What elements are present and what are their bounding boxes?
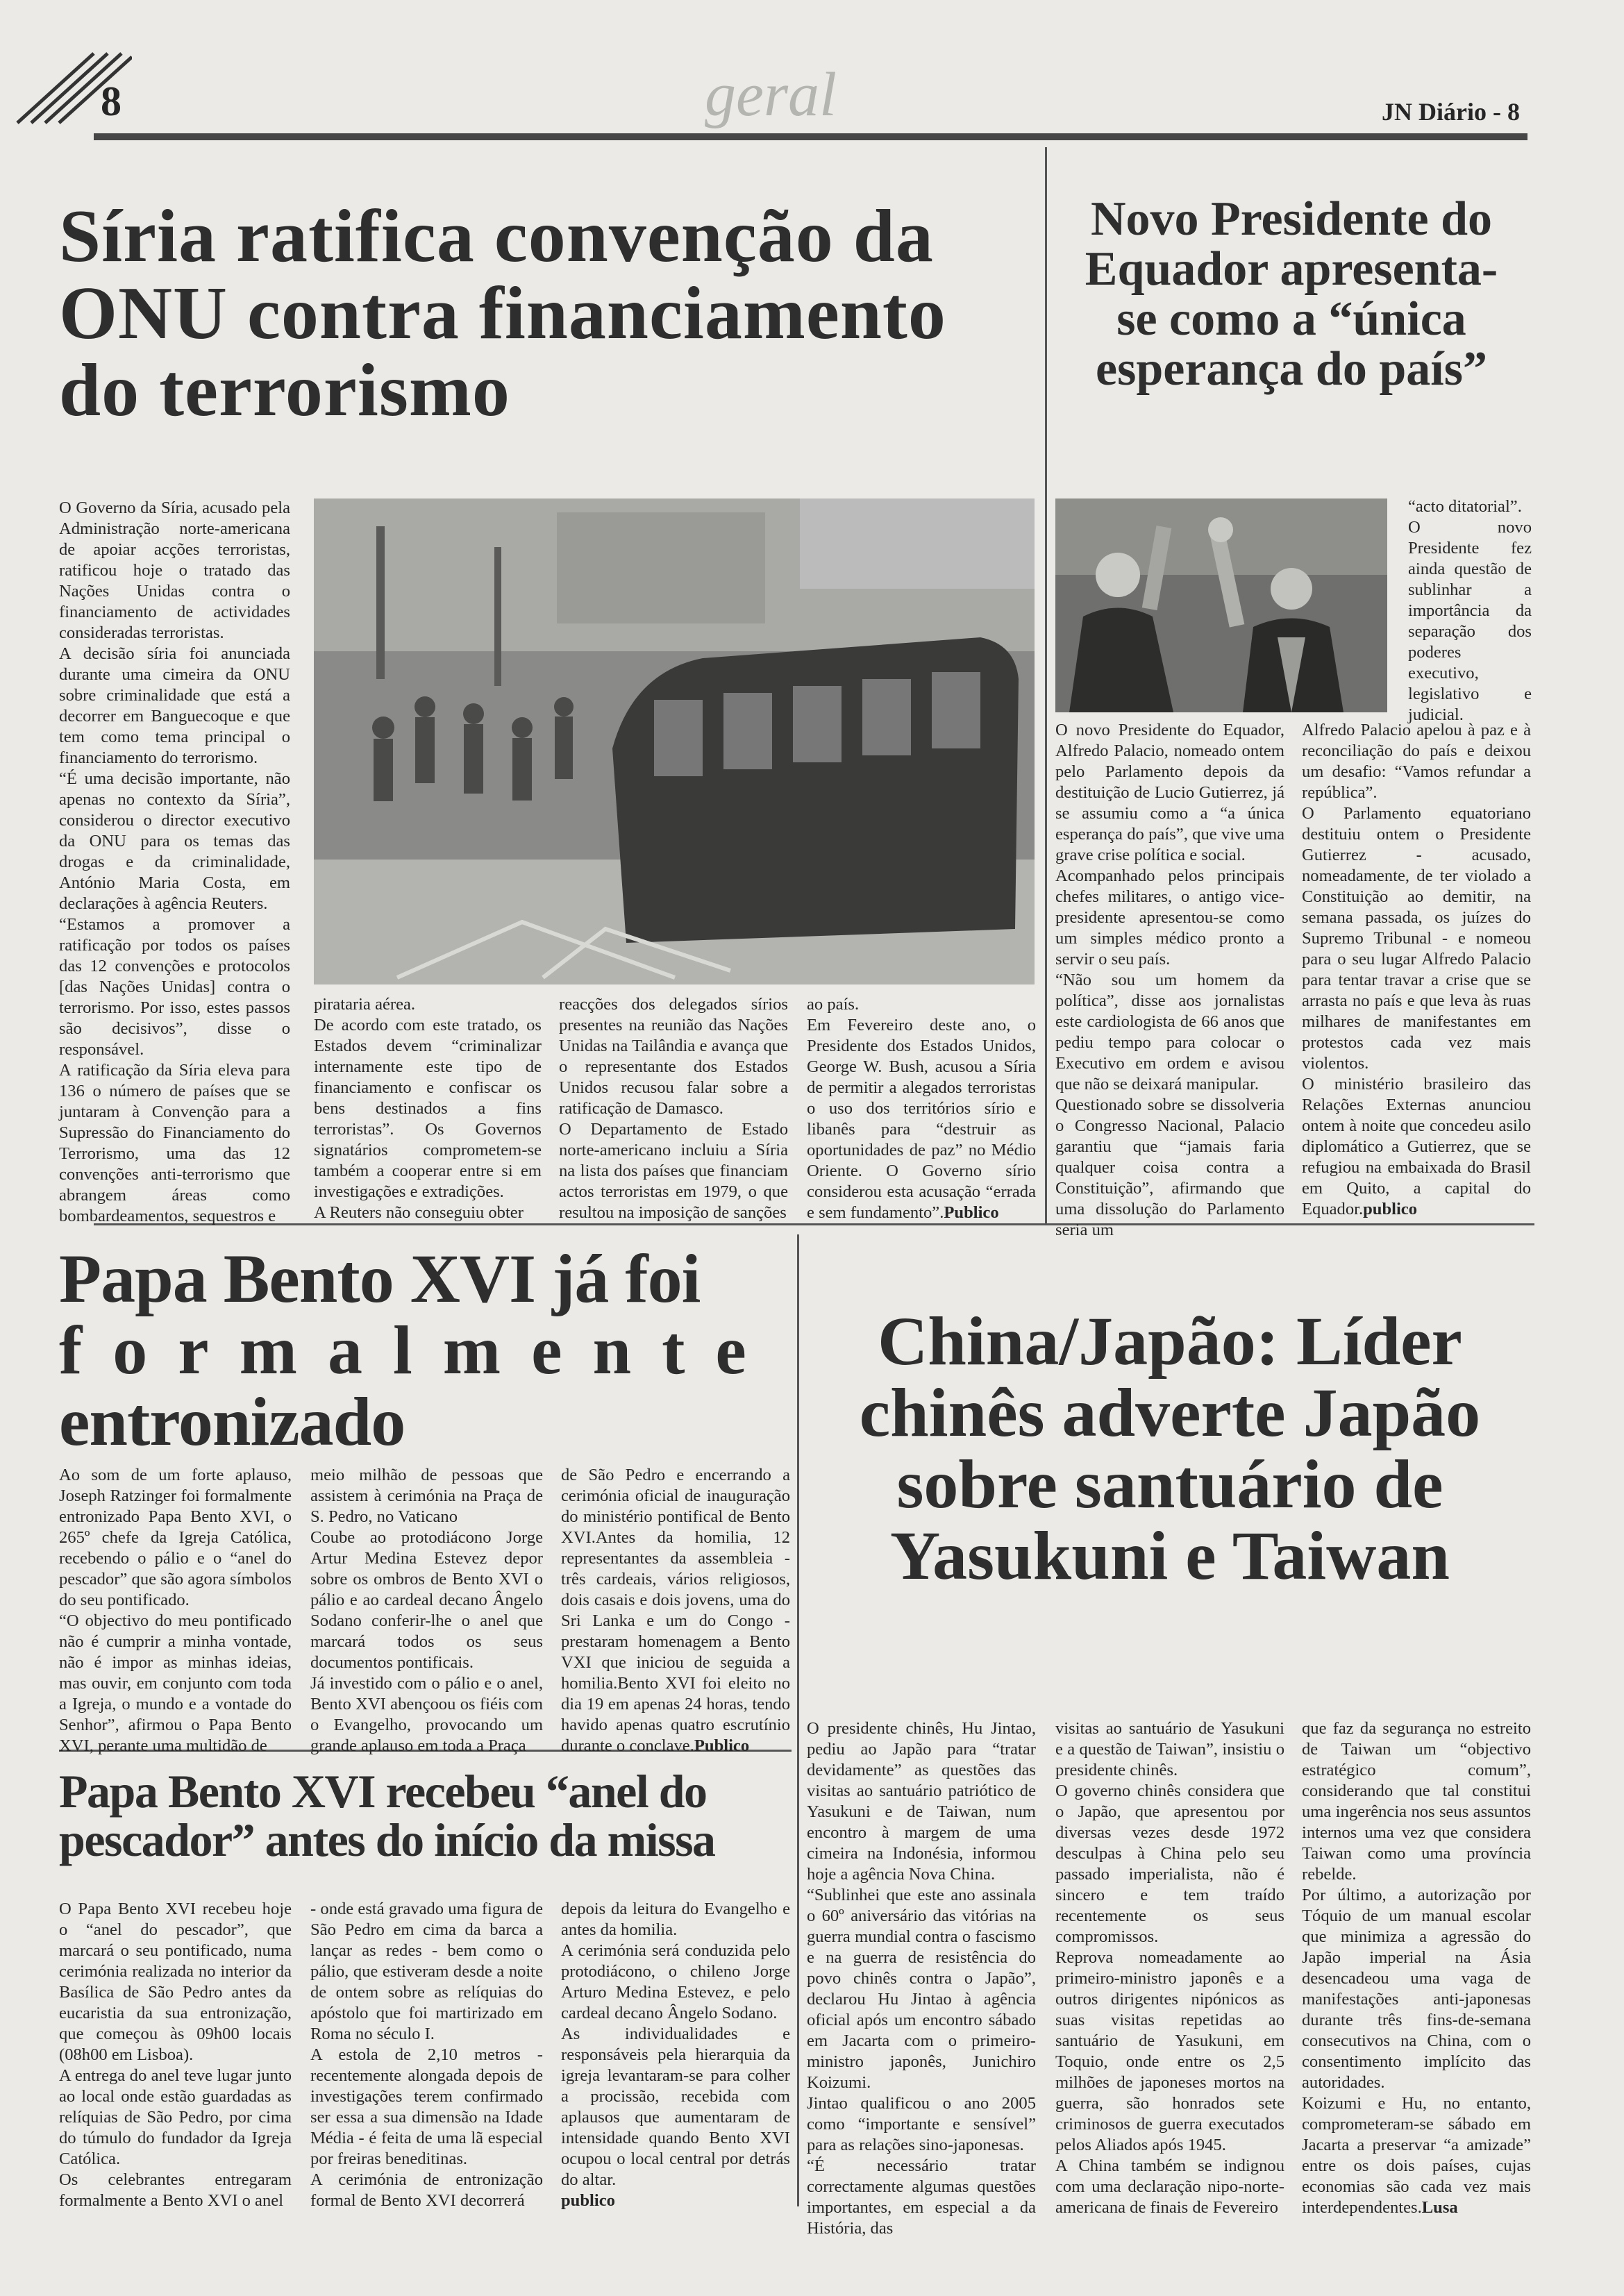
papa2-column-2: - onde está gravado uma figura de São Pedro em cima da barca a lançar as redes - bem como o pálio, que estiveram desde a noite de ontem sobre as relíquias do apóstolo que foi martirizado em Roma no século I. A estola de 2,10 metros - recentemente alongada depois de investigações terem confirmado ser essa a sua dimensão na Idade Média - é feita de uma lã especial por freiras beneditinas. A cerimónia de entronização formal de Bento XVI decorrerá (310, 1900, 543, 2210)
siria-column-1: O Governo da Síria, acusado pela Administração norte-americana de apoiar acções terroristas, ratificou hoje o tratado das Nações Unidas contra o financiamento de actividades consideradas terroristas. A decisão síria foi anunciada durante uma cimeira da ONU sobre criminalidade que está a decorrer em Banguecoque e que tem como tema principal o financiamento do terrorismo. “É uma decisão importante, não apenas no contexto da Síria”, considerou o director executivo da ONU para os temas das drogas e da criminalidade, António Maria Costa, em declarações à agência Reuters. “Estamos a promover a ratificação por todos os países das 12 convenções e protocolos [das Nações Unidas] contra o terrorismo. Por isso, estes passos são decisivos”, disse o responsável. A ratificação da Síria eleva para 136 o número de países que se juntaram à Convenção para a Supressão do Financiamento do Terrorismo, uma das 12 convenções anti-terrorismo que abrangem áreas como bombardeamentos, sequestros e (59, 498, 290, 1225)
presidents-celebrating-photo (1055, 498, 1387, 712)
papa1-column-3: de São Pedro e encerrando a cerimónia oficial de inauguração do ministério pontifical de Bento XVI.Antes da homilia, 12 representantes da assembleia - três cardeais, vários religiosos, dois casais e dois jovens, uma do Sri Lanka e um do Congo - prestaram homenagem a Bento VXI que iniciou de seguida a homilia.Bento XVI foi eleito no dia 19 em apenas 24 horas, tendo havido apenas quatro escrutínio durante o conclave.Publico (561, 1466, 790, 1755)
papa1-source: Publico (694, 1736, 750, 1755)
header-rule (94, 133, 1527, 140)
siria-column-4: ao país. Em Fevereiro deste ano, o Presidente dos Estados Unidos, George W. Bush, acusou a Síria de permitir a alegados terroristas o uso dos territórios sírio e libanês para “destruir as oportunidades de paz” no Médio Oriente. O Governo sírio considerou esta acusação “errada e sem fundamento”.Publico (807, 995, 1036, 1222)
divider-middle (94, 1223, 1534, 1225)
divider-bottom-vertical (797, 1234, 799, 2206)
papa2-source: publico (561, 2191, 615, 2210)
siria-source: Publico (944, 1203, 999, 1222)
siria-headline: Síria ratifica convenção da ONU contra financiamento do terrorismo (59, 195, 946, 433)
papa2-column-1: O Papa Bento XVI recebeu hoje o “anel do pescador”, que marcará o seu pontificado, numa cerimónia realizada no interior da Basílica de São Pedro antes da eucaristia da sua entronização, que começou às 09h00 locais (08h00 em Lisboa). A entrega do anel teve lugar junto ao local onde estão guardadas as relíquias de São Pedro, por cima do túmulo do fundador da Igreja Católica. Os celebrantes entregaram formalmente a Bento XVI o anel (59, 1900, 292, 2210)
china-column-2: visitas ao santuário de Yasukuni e a questão de Taiwan”, insistiu o presidente chinês. O governo chinês considera que o Japão, que apresentou por diversas vezes desde 1972 desculpas à China pelo seu passado imperialista, não é sincero e tem traído recentemente os seus compromissos. Reprova nomeadamente ao primeiro-ministro japonês e a outros dirigentes nipónicos as suas visitas repetidas ao santuário de Yasukuni, em Toquio, onde entre os 2,5 milhões de japoneses mortos na guerra, são honrados sete criminosos de guerra executados pelos Aliados após 1945. A China também se indignou com uma declaração nipo-norte-americana de finais de Fevereiro (1055, 1719, 1284, 2217)
siria-column-2: pirataria aérea. De acordo com este tratado, os Estados devem “criminalizar internamente este tipo de financiamento e confiscar os bens destinados a fins terroristas”. Os Governos signatários comprometem-se também a cooperar entre si em investigações e extradições. A Reuters não conseguiu obter (314, 995, 542, 1222)
papa1-headline: Papa Bento XVI já foi formalmente entronizado (59, 1240, 777, 1460)
section-name: geral (705, 60, 837, 129)
equador-headline: Novo Presidente do Equador apresenta- se como a “única esperança do país” (1085, 192, 1498, 396)
equador-column-1: O novo Presidente do Equador, Alfredo Palacio, nomeado ontem pelo Parlamento depois da destituição de Lucio Gutierrez, já se assumiu como a “a única esperança do país”, que vive uma grave crise política e social. Acompanhado pelos principais chefes militares, o antigo vice-presidente apresentou-se como um simples médico pronto a servir o seu país. “Não sou um homem da política”, disse aos jornalistas este cardiologista de 66 anos que pediu tempo para colocar o Executivo em ordem e avisou que não se deixará manipular. Questionado sobre se dissolveria o Congresso Nacional, Palacio garantiu que “jamais faria qualquer coisa contra a Constituição”, afirmando que uma dissolução do Parlamento seria um (1055, 721, 1284, 1239)
china-column-1: O presidente chinês, Hu Jintao, pediu ao Japão para “tratar devidamente” as questões das visitas ao santuário patriótico de Yasukuni e de Taiwan, num encontro à margem de uma cimeira na Indonésia, informou hoje a agência Nova China. “Sublinhei que este ano assinala o 60º aniversário das vitórias na guerra mundial contra o fascismo e na guerra de resistência do povo chinês contra o Japão”, declarou Hu Jintao à agência oficial após um encontro sábado em Jacarta com o primeiro- ministro japonês, Junichiro Koizumi. Jintao qualificou o ano 2005 como “importante e sensível” para as relações sino-japonesas. “É necessário tratar correctamente algumas questões importantes, em especial a da História, das (807, 1719, 1036, 2238)
china-source: Lusa (1421, 2198, 1458, 2217)
china-headline: China/Japão: Líder chinês adverte Japão sobre santuário de Yasukuni e Taiwan (859, 1302, 1481, 1594)
papa1-column-2: meio milhão de pessoas que assistem à cerimónia na Praça de S. Pedro, no Vaticano Coube ao protodiácono Jorge Artur Medina Estevez depor sobre os ombros de Bento XVI o pálio e ao cardeal decano Ângelo Sodano conferir-lhe o anel que marcará todos os seus documentos pontificais. Já investido com o pálio e o anel, Bento XVI abençoou os fiéis com o Evangelho, provocando um grande aplauso em toda a Praça (310, 1466, 543, 1755)
equador-column-2: Alfredo Palacio apelou à paz e à reconciliação do país e deixou um desafio: “Vamos refundar a república”. O Parlamento equatoriano destituiu ontem o Presidente Gutierrez - acusado, nomeadamente, de ter violado a Constituição ao demitir, na semana passada, os juízes do Supremo Tribunal - e nomeou para o seu lugar Alfredo Palacio para tentar travar a crise que se arrasta no país e que leva às ruas milhares de manifestantes em protestos cada vez mais violentos. O ministério brasileiro das Relações Externas anunciou ontem à noite que concedeu asilo diplomático a Gutierrez, que se refugiou na embaixada do Brasil em Quito, a capital do Equador.publico (1302, 721, 1531, 1218)
publication-title: JN Diário - 8 (1382, 98, 1520, 126)
divider-top-vertical (1045, 147, 1047, 1223)
papa2-headline: Papa Bento XVI recebeu “anel do pescador” antes do início da missa (59, 1765, 715, 1867)
china-column-3: que faz da segurança no estreito de Taiwan um “objectivo estratégico comum”, considerando que tal constitui uma ingerência nos seus assuntos internos uma vez que considera Taiwan como uma província rebelde. Por último, a autorização por Tóquio de um manual escolar que minimiza a agressão do Japão imperial na Ásia desencadeou uma vaga de manifestações anti-japonesas durante três fins-de-semana consecutivos na China, com o consentimento implícito das autoridades. Koizumi e Hu, no entanto, comprometeram-se sábado em Jacarta a preservar “a amizade” entre os dois países, cujas economias são cada vez mais interdependentes.Lusa (1302, 1719, 1531, 2217)
papa2-column-3: depois da leitura do Evangelho e antes da homilia. A cerimónia será conduzida pelo protodiácono, o chileno Jorge Arturo Medina Estevez, e pelo cardeal decano Ângelo Sodano. As individualidades e responsáveis pela hierarquia da igreja levantaram-se para colher a procissão, recebida com aplausos que aumentaram de intensidade quando Bento XVI ocupou o local central por detrás do altar. publico (561, 1900, 790, 2210)
equador-side-column: “acto ditatorial”. O novo Presidente fez ainda questão de sublinhar a importância da separação dos poderes executivo, legislativo e judicial. (1408, 497, 1532, 724)
burned-bus-photo (314, 498, 1035, 984)
siria-column-3: reacções dos delegados sírios presentes na reunião das Nações Unidas na Tailândia e avança que o representante dos Estados Unidos recusou falar sobre a ratificação de Damasco. O Departamento de Estado norte-americano incluiu a Síria na lista dos países que financiam actos terroristas em 1979, o que resultou na imposição de sanções (559, 995, 788, 1222)
page-number: 8 (101, 78, 122, 124)
papa1-column-1: Ao som de um forte aplauso, Joseph Ratzinger foi formalmente entronizado Papa Bento XVI, o 265º chefe da Igreja Católica, recebendo o pálio e o “anel do pescador” que são agora símbolos do seu pontificado. “O objectivo do meu pontificado não é cumprir a minha vontade, não é impor as minhas ideias, mas ouvir, em conjunto com toda a Igreja, o mundo e a vontade do Senhor”, afirmou o Papa Bento XVI, perante uma multidão de (59, 1466, 292, 1755)
equador-source: publico (1363, 1200, 1418, 1218)
